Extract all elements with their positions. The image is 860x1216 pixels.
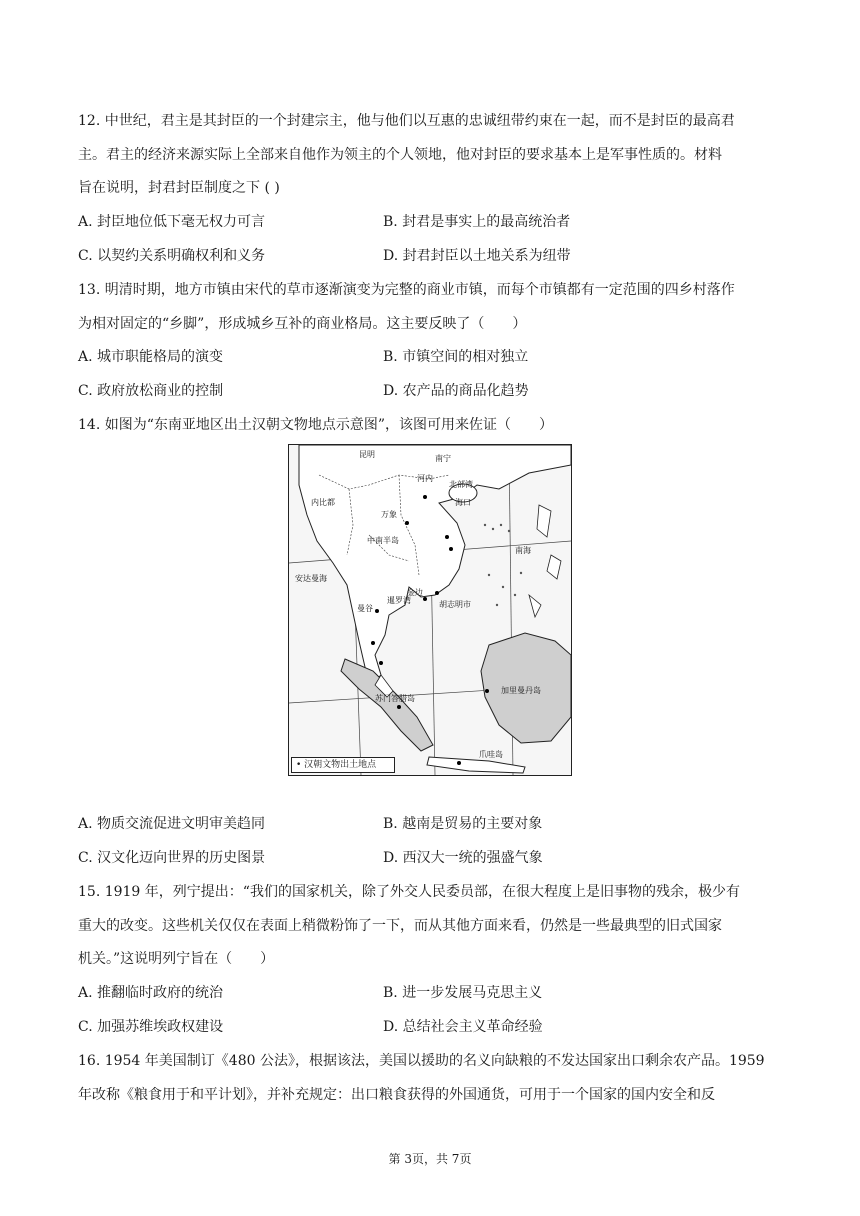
q15-option-c[interactable]: C. 加强苏维埃政权建设 — [78, 1019, 224, 1035]
q12-option-c[interactable]: C. 以契约关系明确权利和义务 — [78, 248, 266, 264]
page-footer: 第 3页，共 7页 — [388, 1152, 472, 1166]
q13-line-2: 为相对固定的“乡脚”，形成城乡互补的商业格局。这主要反映了（ ） — [78, 316, 527, 332]
q14-option-b[interactable]: B. 越南是贸易的主要对象 — [383, 816, 543, 832]
q14-option-c[interactable]: C. 汉文化迈向世界的历史图景 — [78, 850, 266, 866]
q15-line-2: 重大的改变。这些机关仅仅在表面上稍微粉饰了一下，而从其他方面来看，仍然是一些最典型的旧式国家 — [78, 918, 722, 934]
q12-line-1: 12. 中世纪，君主是其封臣的一个封建宗主，他与他们以互惠的忠诚纽带约束在一起，而不是封臣的最高君 — [78, 113, 735, 129]
map-legend: • 汉朝文物出土地点 — [291, 757, 395, 773]
q15-line-1: 15. 1919 年，列宁提出：“我们的国家机关，除了外交人民委员部，在很大程度上是旧事物的残余，极少有 — [78, 884, 740, 900]
southeast-asia-map — [288, 444, 572, 776]
q12-option-a[interactable]: A. 封臣地位低下毫无权力可言 — [78, 214, 266, 230]
map-label-neibi: 内比都 — [311, 498, 335, 507]
map-label-wanxiang: 万象 — [381, 510, 397, 519]
q15-option-d[interactable]: D. 总结社会主义革命经验 — [383, 1019, 543, 1035]
map-label-kunming: 昆明 — [359, 450, 375, 459]
map-label-hanoi: 河内 — [417, 474, 433, 483]
map-label-zhongnan: 中南半岛 — [367, 536, 399, 545]
q15-line-3: 机关。”这说明列宁旨在（ ） — [78, 951, 275, 967]
q13-option-d[interactable]: D. 农产品的商品化趋势 — [383, 383, 529, 399]
map-label-hcm: 胡志明市 — [439, 600, 471, 609]
q13-option-c[interactable]: C. 政府放松商业的控制 — [78, 383, 224, 399]
map-label-phnompenh: 金边 — [407, 588, 423, 597]
map-label-hainan: 海口 — [455, 498, 471, 507]
q12-option-b[interactable]: B. 封君是事实上的最高统治者 — [383, 214, 571, 230]
map-label-java: 爪哇岛 — [479, 750, 503, 759]
q15-option-b[interactable]: B. 进一步发展马克思主义 — [383, 985, 543, 1001]
q16-line-2: 年改称《粮食用于和平计划》，并补充规定：出口粮食获得的外国通货，可用于一个国家的国内安全和反 — [78, 1087, 715, 1103]
q13-line-1: 13. 明清时期，地方市镇由宋代的草市逐渐演变为完整的商业市镇，而每个市镇都有一定范围的四乡村落作 — [78, 282, 735, 298]
q15-option-a[interactable]: A. 推翻临时政府的统治 — [78, 985, 224, 1001]
map-label-nanning: 南宁 — [435, 454, 451, 463]
map-label-gulf: 暹罗湾 — [387, 596, 411, 605]
map-label-bangkok: 曼谷 — [357, 604, 373, 613]
q16-line-1: 16. 1954 年美国制订《480 公法》，根据该法，美国以援助的名义向缺粮的不发达国家出口剩余农产品。1959 — [78, 1053, 765, 1069]
q13-option-b[interactable]: B. 市镇空间的相对独立 — [383, 349, 529, 365]
q13-option-a[interactable]: A. 城市职能格局的演变 — [78, 349, 224, 365]
q12-line-3: 旨在说明，封君封臣制度之下 ( ) — [78, 180, 280, 196]
q14-option-a[interactable]: A. 物质交流促进文明审美趋同 — [78, 816, 266, 832]
map-label-nanhai: 南海 — [515, 546, 531, 555]
map-label-sumatra: 苏门答腊岛 — [375, 694, 415, 703]
q14-line-1: 14. 如图为“东南亚地区出土汉朝文物地点示意图”，该图可用来佐证（ ） — [78, 417, 554, 433]
q14-option-d[interactable]: D. 西汉大一统的强盛气象 — [383, 850, 543, 866]
map-label-andaman: 安达曼海 — [295, 574, 327, 583]
map-label-beihai: 北部湾 — [449, 480, 473, 489]
map-label-borneo: 加里曼丹岛 — [501, 686, 541, 695]
map-drawing — [289, 445, 571, 775]
q12-line-2: 主。君主的经济来源实际上全部来自他作为领主的个人领地，他对封臣的要求基本上是军事性质的。材料 — [78, 147, 722, 163]
q12-option-d[interactable]: D. 封君封臣以土地关系为纽带 — [383, 248, 571, 264]
